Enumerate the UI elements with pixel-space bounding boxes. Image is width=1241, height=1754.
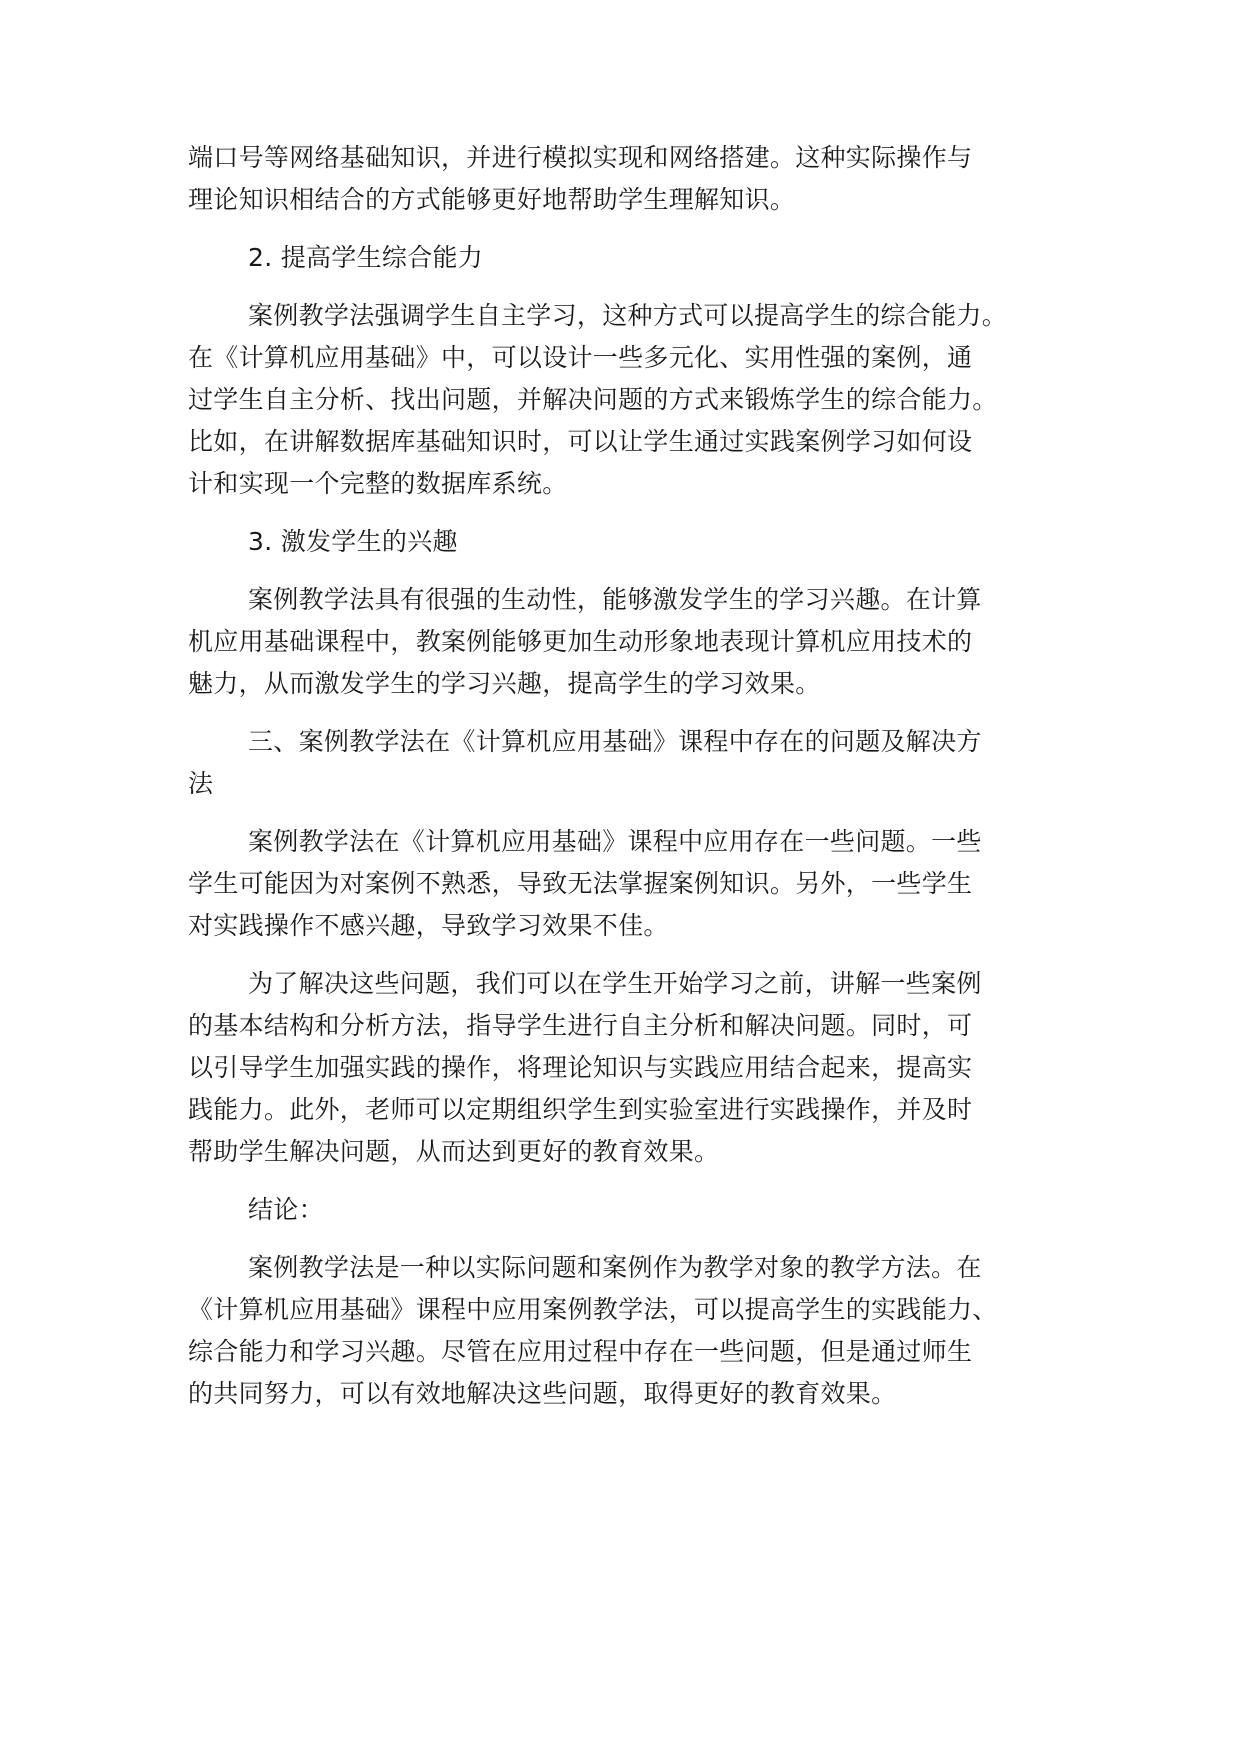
section-heading: 2. 提高学生综合能力 [248,243,484,272]
text-line: 案例教学法具有很强的生动性，能够激发学生的学习兴趣。在计算 [248,585,982,614]
text-line: 学生可能因为对案例不熟悉，导致无法掌握案例知识。另外，一些学生 [188,869,973,898]
text-line: 计和实现一个完整的数据库系统。 [188,469,568,498]
text-line: 理论知识相结合的方式能够更好地帮助学生理解知识。 [188,185,796,214]
text-line: 案例教学法在《计算机应用基础》课程中应用存在一些问题。一些 [248,827,982,856]
text-line: 的共同努力，可以有效地解决这些问题，取得更好的教育效果。 [188,1379,897,1408]
text-line: 践能力。此外，老师可以定期组织学生到实验室进行实践操作，并及时 [188,1095,973,1124]
section-heading: 法 [188,769,214,798]
text-line: 帮助学生解决问题，从而达到更好的教育效果。 [188,1137,720,1166]
text-line: 对实践操作不感兴趣，导致学习效果不佳。 [188,911,669,940]
text-line: 的基本结构和分析方法，指导学生进行自主分析和解决问题。同时，可 [188,1011,973,1040]
text-line: 比如，在讲解数据库基础知识时，可以让学生通过实践案例学习如何设 [188,427,973,456]
section-heading: 3. 激发学生的兴趣 [248,527,458,556]
text-line: 案例教学法强调学生自主学习，这种方式可以提高学生的综合能力。 [248,301,1008,330]
text-line: 过学生自主分析、找出问题，并解决问题的方式来锻炼学生的综合能力。 [188,385,998,414]
text-line: 魅力，从而激发学生的学习兴趣，提高学生的学习效果。 [188,669,821,698]
text-line: 为了解决这些问题，我们可以在学生开始学习之前，讲解一些案例 [248,969,982,998]
section-heading: 三、案例教学法在《计算机应用基础》课程中存在的问题及解决方 [248,727,982,756]
text-line: 《计算机应用基础》课程中应用案例教学法，可以提高学生的实践能力、 [188,1295,998,1324]
text-line: 以引导学生加强实践的操作，将理论知识与实践应用结合起来，提高实 [188,1053,973,1082]
section-heading: 结论： [248,1195,324,1224]
text-line: 端口号等网络基础知识，并进行模拟实现和网络搭建。这种实际操作与 [188,143,973,172]
text-line: 案例教学法是一种以实际问题和案例作为教学对象的教学方法。在 [248,1253,982,1282]
text-line: 在《计算机应用基础》中，可以设计一些多元化、实用性强的案例，通 [188,343,973,372]
text-line: 机应用基础课程中，教案例能够更加生动形象地表现计算机应用技术的 [188,627,973,656]
text-line: 综合能力和学习兴趣。尽管在应用过程中存在一些问题，但是通过师生 [188,1337,973,1366]
